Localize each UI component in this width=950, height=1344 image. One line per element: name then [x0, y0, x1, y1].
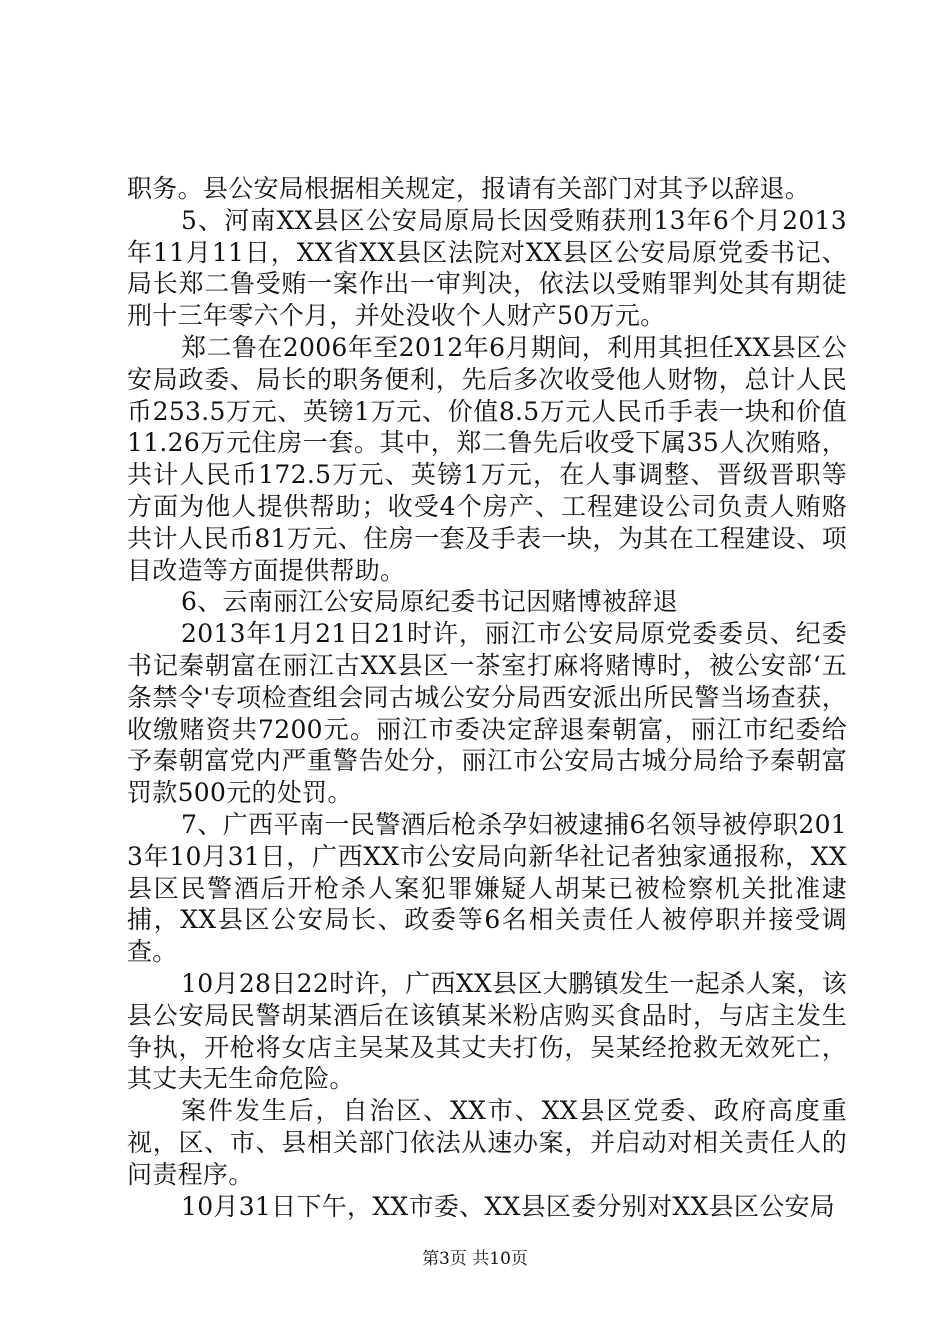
paragraph-case-6-details: 2013年1月21日21时许，丽江市公安局原党委委员、纪委书记秦朝富在丽江古XX县区一茶室打麻将赌博时，被公安部‘五条禁令'专项检查组会同古城公安分局西安派出所民警当场查获，收缴赌资共7200元。丽江市委决定辞退秦朝富，丽江市纪委给予秦朝富党内严重警告处分，丽江市公安局古城分局给予秦朝富罚款500元的处罚。	[127, 619, 847, 808]
paragraph-case-7: 7、广西平南一民警酒后枪杀孕妇被逮捕6名领导被停职2013年10月31日，广西XX市公安局向新华社记者独家通报称，XX县区民警酒后开枪杀人案犯罪嫌疑人胡某已被检察机关批准逮捕，XX县区公安局长、政委等6名相关责任人被停职并接受调查。	[127, 809, 847, 967]
paragraph-case-7-accountability: 10月31日下午，XX市委、XX县区委分别对XX县区公安局	[181, 1191, 836, 1221]
paragraph-case-6-heading: 6、云南丽江公安局原纪委书记因赌博被辞退	[181, 587, 678, 617]
paragraph-continuation: 职务。县公安局根据相关规定，报请有关部门对其予以辞退。	[127, 174, 811, 203]
paragraph-case-5-details: 郑二鲁在2006年至2012年6月期间，利用其担任XX县区公安局政委、局长的职务便利，先后多次收受他人财物，总计人民币253.5万元、英镑1万元、价值8.5万元人民币手表一块和价值11.26万元住房一套。其中，郑二鲁先后收受下属35人次贿赂，共计人民币172.5万元、英镑1万元，在人事调整、晋级晋职等方面为他人提供帮助；收受4个房产、工程建设公司负责人贿赂共计人民币81万元、住房一套及手表一块，为其在工程建设、项目改造等方面提供帮助。	[127, 332, 847, 585]
paragraph-case-7-response: 案件发生后，自治区、XX市、XX县区党委、政府高度重视，区、市、县相关部门依法从速办案，并启动对相关责任人的问责程序。	[127, 1096, 847, 1189]
page-number-footer: 第3页 共10页	[422, 1249, 528, 1269]
paragraph-case-5: 5、河南XX县区公安局原局长因受贿获刑13年6个月2013年11月11日，XX省XX县区法院对XX县区公安局原党委书记、局长郑二鲁受贿一案作出一审判决，依法以受贿罪判处其有期徒刑十三年零六个月，并处没收个人财产50万元。	[127, 205, 847, 331]
document-body	[127, 173, 847, 1222]
paragraph-case-7-incident: 10月28日22时许，广西XX县区大鹏镇发生一起杀人案，该县公安局民警胡某酒后在该镇某米粉店购买食品时，与店主发生争执，开枪将女店主吴某及其丈夫打伤，吴某经抢救无效死亡，其丈夫无生命危险。	[127, 968, 847, 1094]
